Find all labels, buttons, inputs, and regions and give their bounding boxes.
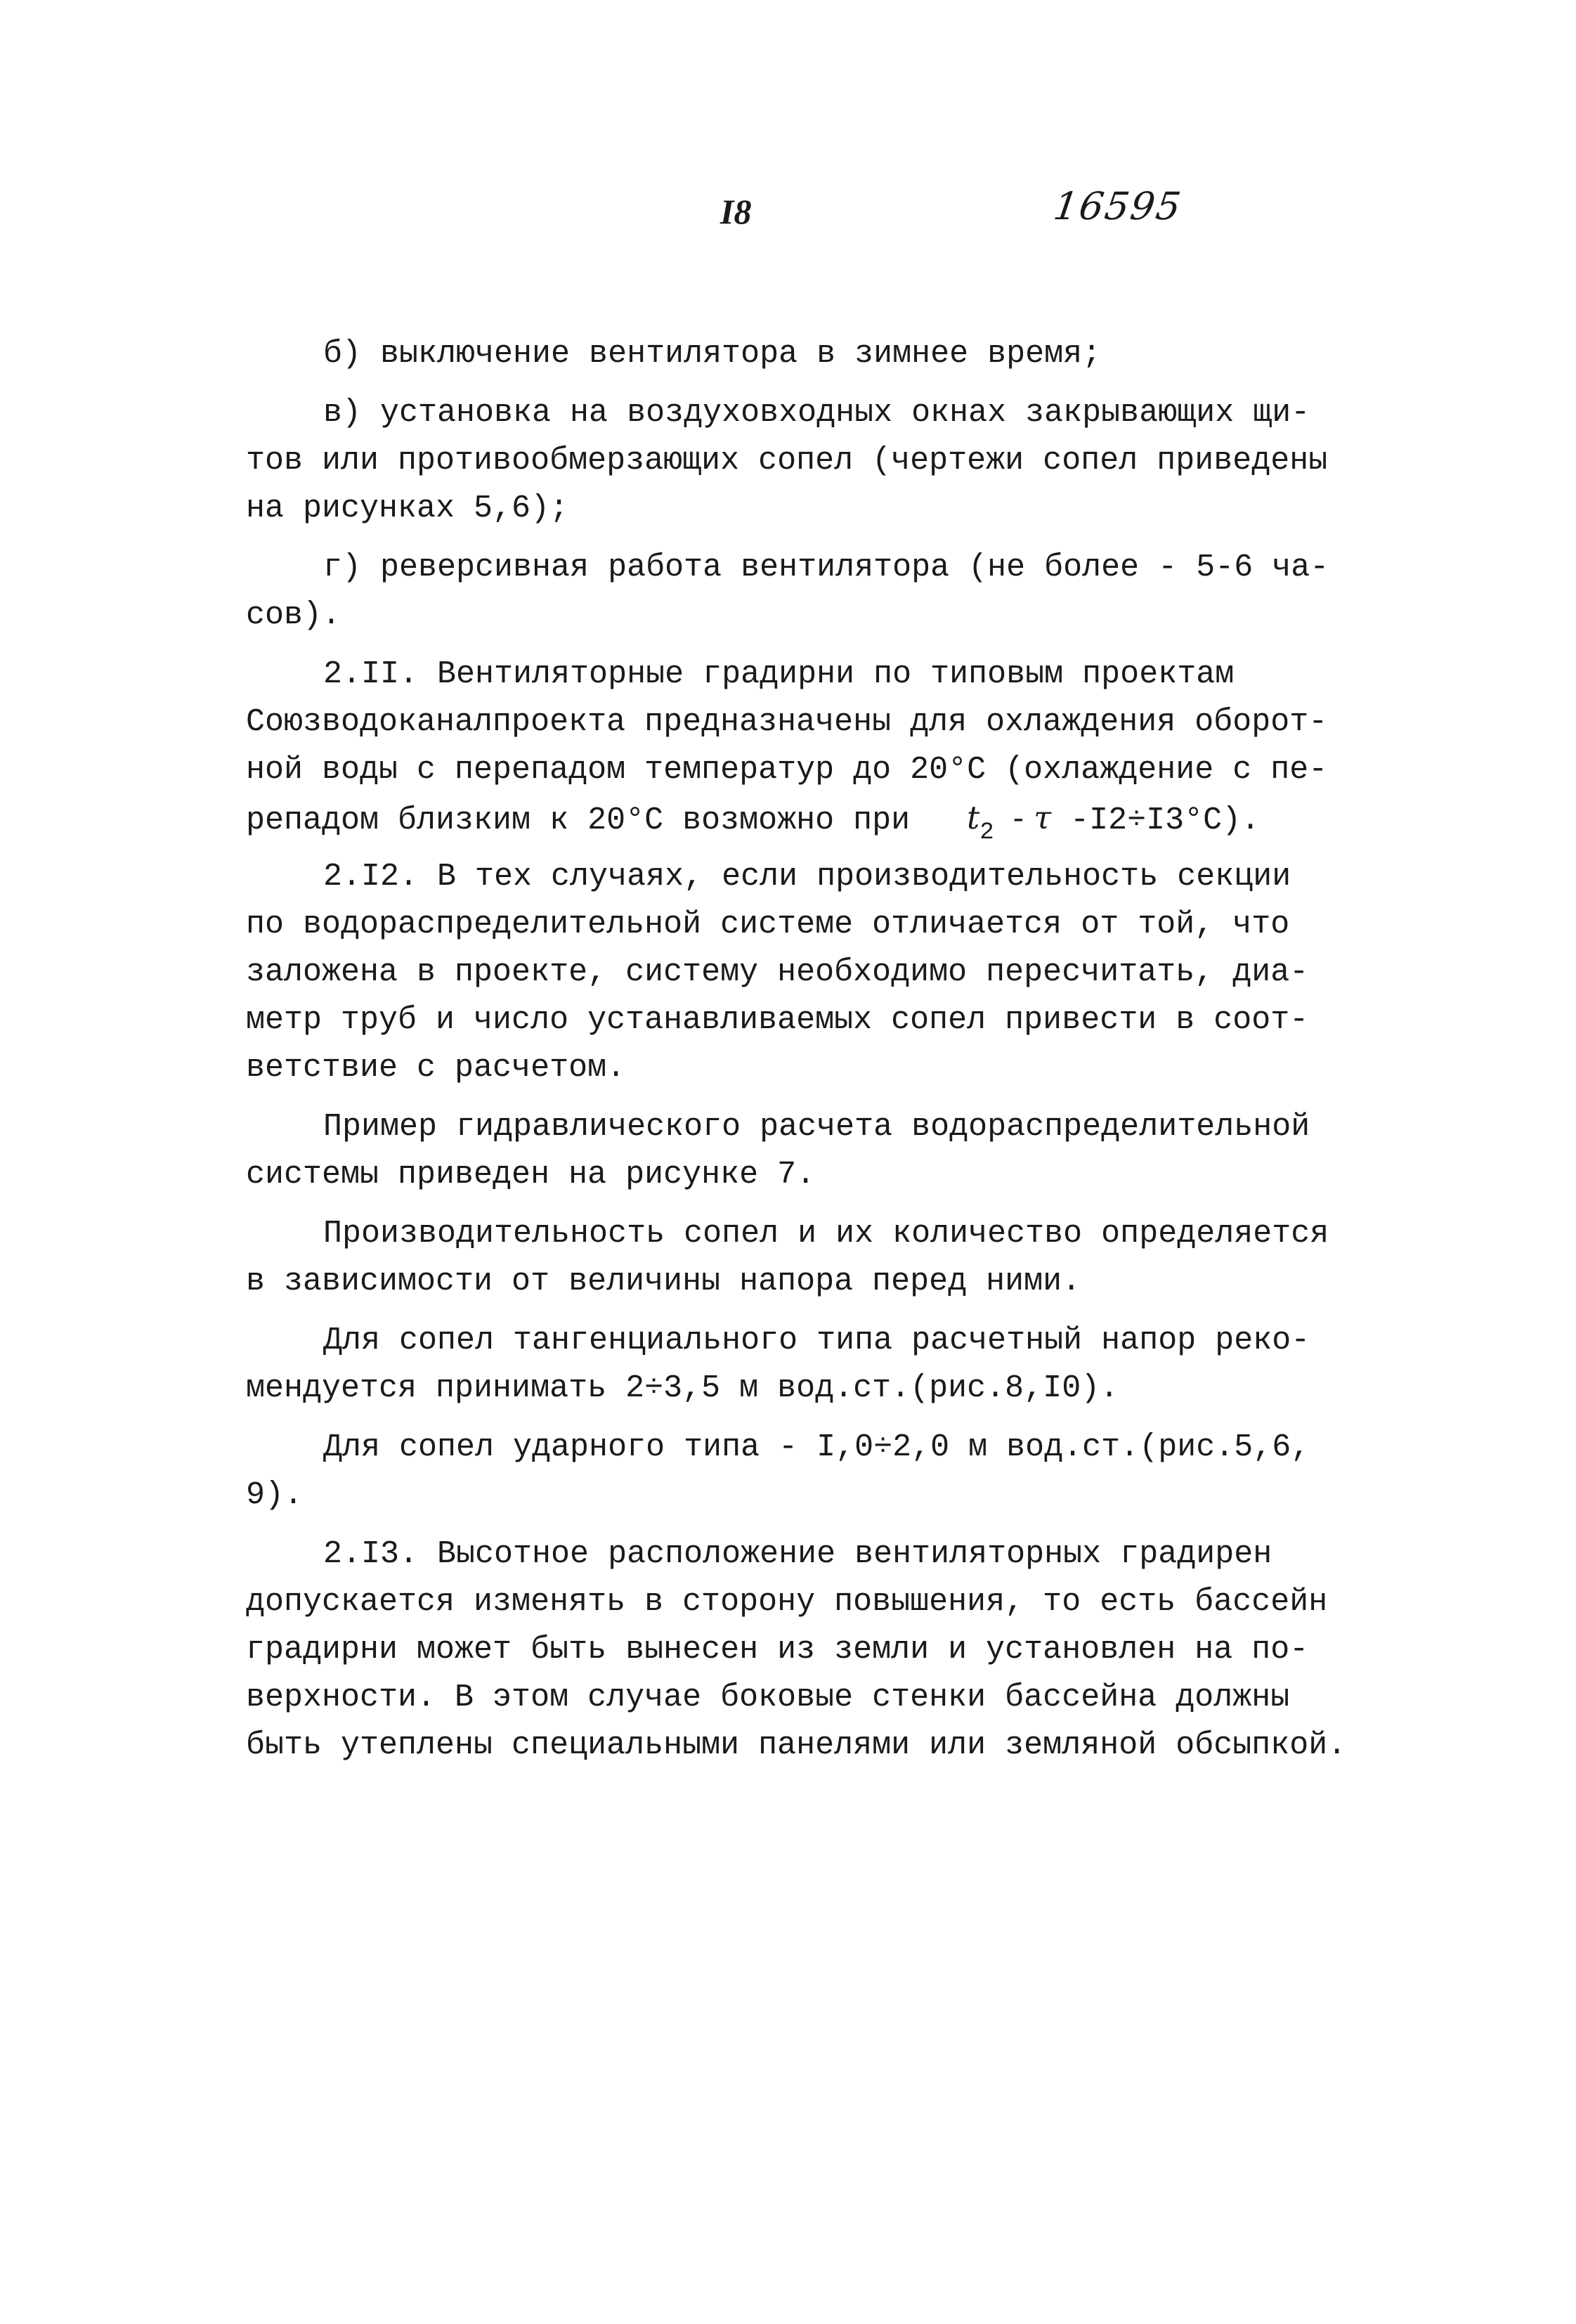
- section-2-13-line2: допускается изменять в сторону повышения, то есть бассейн: [246, 1584, 1328, 1620]
- formula-tau: - τ: [1012, 799, 1052, 836]
- section-2-11-line2: Союзводоканалпроекта предназначены для охлаждения оборот-: [246, 704, 1328, 740]
- text-block: [246, 330, 1384, 1770]
- example-line1: Пример гидравлического расчета водораспределительной: [323, 1109, 1310, 1145]
- section-2-11-line4: [246, 794, 1384, 846]
- document-number: 16595: [1050, 184, 1185, 228]
- list-item-g-line1: г) реверсивная работа вентилятора (не более - 5-6 ча-: [323, 550, 1329, 585]
- section-2-13-line4: верхности. В этом случае боковые стенки бассейна должны: [246, 1680, 1290, 1715]
- formula-range: -I2÷I3°С).: [1070, 803, 1261, 838]
- section-2-13-line3: градирни может быть вынесен из земли и установлен на по-: [246, 1632, 1309, 1668]
- section-2-12-line3: заложена в проекте, систему необходимо пересчитать, диа-: [246, 954, 1309, 990]
- formula-t: t: [967, 799, 980, 836]
- tangential-line1: Для сопел тангенциального типа расчетный напор реко-: [323, 1323, 1310, 1358]
- impact-line1: Для сопел ударного типа - I,0÷2,0 м вод.ст.(рис.5,6,: [323, 1429, 1310, 1465]
- section-2-12-line1: 2.I2. В тех случаях, если производительность секции: [323, 859, 1291, 895]
- list-item-g-line2: сов).: [246, 597, 341, 633]
- productivity-line1: Производительность сопел и их количество определяется: [323, 1216, 1329, 1252]
- list-item-b: б) выключение вентилятора в зимнее время;: [323, 336, 1102, 372]
- list-item-v-line3: на рисунках 5,6);: [246, 491, 569, 526]
- list-item-v-line1: в) установка на воздуховходных окнах закрывающих щи-: [323, 395, 1310, 431]
- section-2-11-line3: ной воды с перепадом температур до 20°С (охлаждение с пе-: [246, 752, 1328, 788]
- tangential-line2: мендуется принимать 2÷3,5 м вод.ст.(рис.8,I0).: [246, 1370, 1119, 1406]
- page-number: I8: [720, 192, 752, 231]
- impact-line2: 9).: [246, 1477, 304, 1513]
- productivity-line2: в зависимости от величины напора перед ними.: [246, 1264, 1081, 1299]
- section-2-13-line1: 2.I3. Высотное расположение вентиляторных градирен: [323, 1536, 1272, 1572]
- section-2-12-line5: ветствие с расчетом.: [246, 1050, 626, 1086]
- section-2-12-line4: метр труб и число устанавливаемых сопел привести в соот-: [246, 1002, 1309, 1038]
- section-2-11-line4-text: репадом близким к 20°С возможно при: [246, 803, 911, 838]
- example-line2: системы приведен на рисунке 7.: [246, 1157, 816, 1193]
- section-2-11-line1: 2.II. Вентиляторные градирни по типовым проектам: [323, 656, 1235, 692]
- list-item-v-line2: тов или противообмерзающих сопел (чертежи сопел приведены: [246, 443, 1328, 479]
- section-2-12-line2: по водораспределительной системе отличается от той, что: [246, 907, 1290, 942]
- section-2-13-line5: быть утеплены специальными панелями или земляной обсыпкой.: [246, 1727, 1347, 1763]
- formula-subscript: 2: [979, 819, 994, 846]
